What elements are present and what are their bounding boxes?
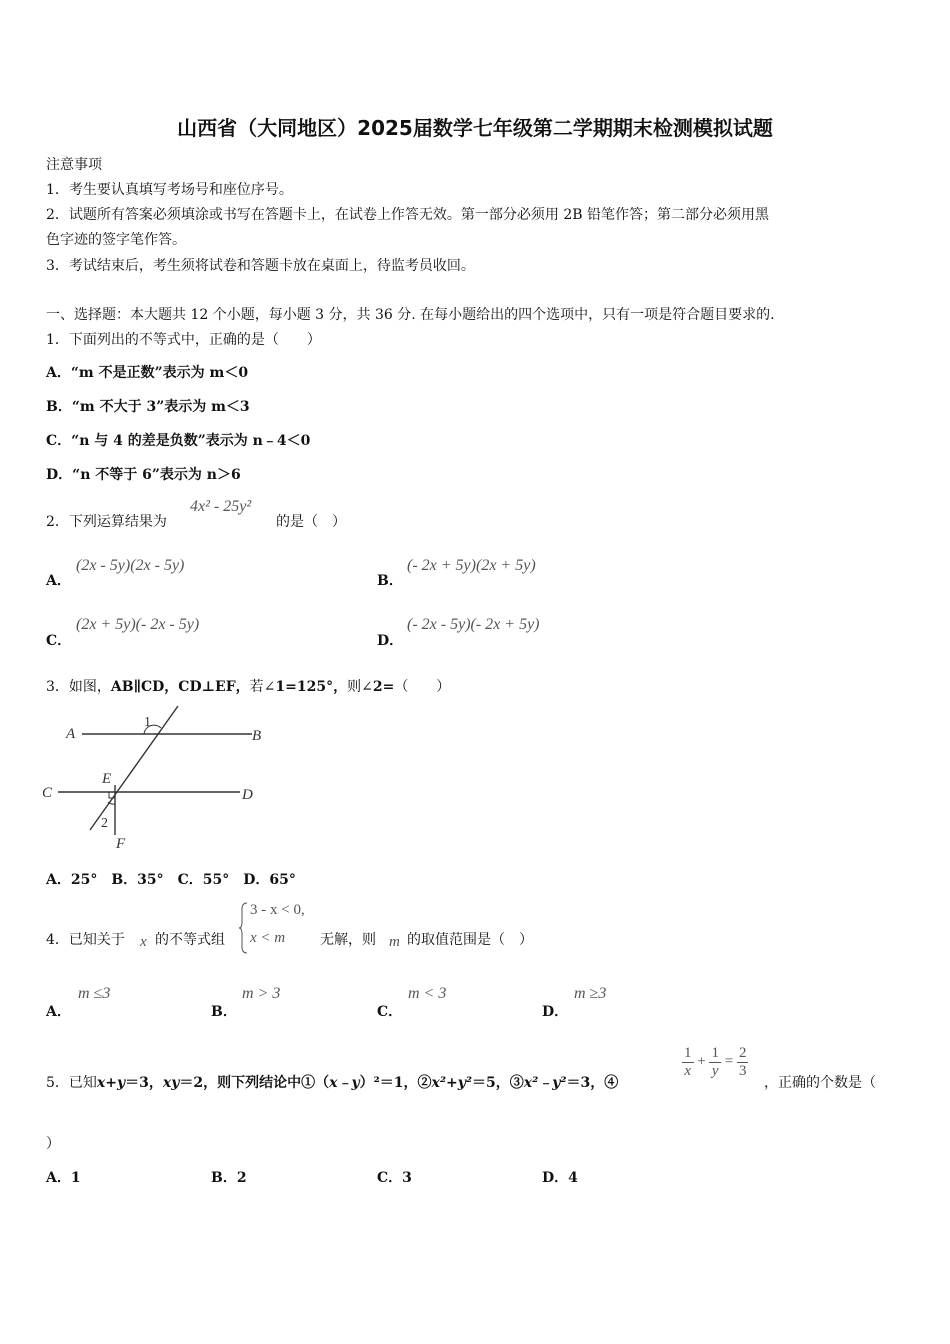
q4-variable-x: x (140, 934, 147, 950)
q4-option-a-label: A． (46, 1004, 71, 1020)
q4-stem-prefix: 4．已知关于 (46, 932, 125, 948)
q2-option-b-expression: (- 2x + 5y)(2x + 5y) (407, 557, 536, 574)
notice-item-2-line-2: 色字迹的签字笔作答。 (46, 232, 186, 248)
q5-option-c: C．3 (377, 1170, 412, 1186)
q3-stem-middle: 若∠ (249, 679, 276, 695)
q5-frac1-denominator: x (684, 1062, 692, 1079)
q1-option-d: D．“n 不等于 6”表示为 n＞6 (46, 467, 241, 483)
q4-stem-middle: 的不等式组 (155, 932, 225, 948)
q3-label-d: D (242, 787, 253, 803)
q5-option-a: A．1 (46, 1170, 81, 1186)
q5-stem-prefix: 5．已知 (46, 1075, 97, 1091)
q5-stem (46, 1072, 618, 1092)
q3-stem-given: AB∥CD，CD⊥EF， (110, 679, 250, 695)
q5-option-d: D．4 (542, 1170, 578, 1186)
q2-option-b-label: B． (377, 573, 403, 589)
q3-label-e: E (102, 771, 112, 787)
q5-condition-1: x+y (96, 1075, 126, 1091)
q1-option-b: B．“m 不大于 3”表示为 m＜3 (46, 399, 250, 415)
q5-frac1-numerator: 1 (684, 1045, 692, 1061)
q4-option-d-label: D． (542, 1004, 569, 1020)
q5-fraction-2-over-3 (737, 1045, 749, 1079)
q1-option-a: A．“m 不是正数”表示为 m＜0 (46, 365, 249, 381)
q3-label-c: C (42, 785, 53, 801)
q4-option-b-label: B． (211, 1004, 237, 1020)
q5-frac2-numerator: 1 (711, 1045, 719, 1061)
q4-system-brace-icon (238, 902, 248, 954)
q5-conclusion-1-expr: x﹣y (329, 1075, 360, 1091)
q1-stem: 1．下面列出的不等式中，正确的是（ ） (46, 332, 321, 348)
notice-item-1: 1．考生要认真填写考场号和座位序号。 (46, 182, 293, 198)
q4-option-b-expression: m > 3 (242, 985, 281, 1002)
q5-stem-close: ） (46, 1136, 60, 1152)
q2-option-c-expression: (2x + 5y)(- 2x - 5y) (76, 616, 200, 633)
q5-stem-suffix: ，正确的个数是（ (764, 1075, 876, 1091)
q2-option-a-label: A． (46, 573, 71, 589)
q5-fraction-1-over-y (709, 1045, 721, 1079)
q3-label-a: A (66, 726, 76, 742)
notice-item-3: 3．考试结束后，考生须将试卷和答题卡放在桌面上，待监考员收回。 (46, 258, 475, 274)
q5-option-b: B．2 (211, 1170, 247, 1186)
q5-equals-sign: = (724, 1053, 734, 1070)
q5-frac2-denominator: y (711, 1062, 719, 1079)
q4-system-line-2: x < m (250, 930, 286, 946)
q5-equation-1: ＝3， (125, 1075, 163, 1091)
q3-geometry-figure (40, 700, 280, 855)
q3-stem-suffix: （ ） (394, 679, 451, 695)
q3-stem-middle-2: 则∠ (347, 679, 373, 695)
q4-option-c-expression: m < 3 (408, 985, 447, 1002)
q3-label-b: B (252, 728, 262, 744)
q4-option-d-expression: m ≥3 (574, 985, 607, 1002)
q5-equation-5: ＝3，④ (566, 1075, 619, 1091)
section-1-heading: 一、选择题：本大题共 12 个小题，每小题 3 分，共 36 分. 在每小题给出的四个选项中，只有一项是符合题目要求的. (46, 307, 775, 323)
q2-stem-suffix: 的是（ ） (276, 514, 346, 530)
q5-fraction-1-over-x (682, 1045, 694, 1079)
q4-stem-suffix: 的取值范围是（ ） (407, 932, 533, 948)
q2-stem-prefix: 2．下列运算结果为 (46, 514, 167, 530)
q5-conclusion-2-expr: x²+y² (431, 1075, 472, 1091)
q5-equation-3: ）²＝1，② (359, 1075, 432, 1091)
notice-heading: 注意事项 (46, 157, 102, 173)
q5-condition-2: xy (162, 1075, 180, 1091)
q3-label-f: F (116, 836, 126, 852)
q5-plus-sign: + (697, 1053, 706, 1070)
q2-target-expression: 4x² - 25y² (190, 498, 252, 515)
q2-option-c-label: C． (46, 633, 72, 649)
q3-options: A．25° B．35° C．55° D．65° (46, 872, 296, 888)
notice-item-2-line-1: 2．试题所有答案必须填涂或书写在答题卡上，在试卷上作答无效。第一部分必须用 2B 铅笔作答；第二部分必须用黑 (46, 207, 769, 223)
q5-equation-4: ＝5，③ (471, 1075, 524, 1091)
q4-stem-middle-2: 无解，则 (320, 932, 376, 948)
q3-stem-prefix: 3．如图， (46, 679, 111, 695)
q5-frac3-denominator: 3 (738, 1062, 747, 1079)
q5-frac3-numerator: 2 (738, 1045, 747, 1061)
q4-option-a-expression: m ≤3 (78, 985, 111, 1002)
q3-stem (46, 676, 450, 696)
q3-stem-angle-2: 2= (372, 679, 395, 695)
q4-system-line-1: 3 - x < 0, (250, 902, 305, 918)
q4-option-c-label: C． (377, 1004, 403, 1020)
q2-option-d-label: D． (377, 633, 404, 649)
q5-conclusion-4-formula (682, 1045, 748, 1079)
q4-variable-m: m (389, 934, 400, 950)
q3-stem-angle-1: 1=125°， (275, 679, 348, 695)
q1-option-c: C．“n 与 4 的差是负数”表示为 n﹣4＜0 (46, 433, 311, 449)
q5-equation-2: ＝2，则下列结论中①（ (179, 1075, 330, 1091)
page-title: 山西省（大同地区）2025届数学七年级第二学期期末检测模拟试题 (177, 116, 773, 140)
q5-conclusion-3-expr: x²﹣y² (523, 1075, 567, 1091)
q2-option-d-expression: (- 2x - 5y)(- 2x + 5y) (407, 616, 540, 633)
q3-label-angle-2: 2 (101, 816, 108, 831)
q3-label-angle-1: 1 (144, 715, 151, 730)
q2-option-a-expression: (2x - 5y)(2x - 5y) (76, 557, 185, 574)
